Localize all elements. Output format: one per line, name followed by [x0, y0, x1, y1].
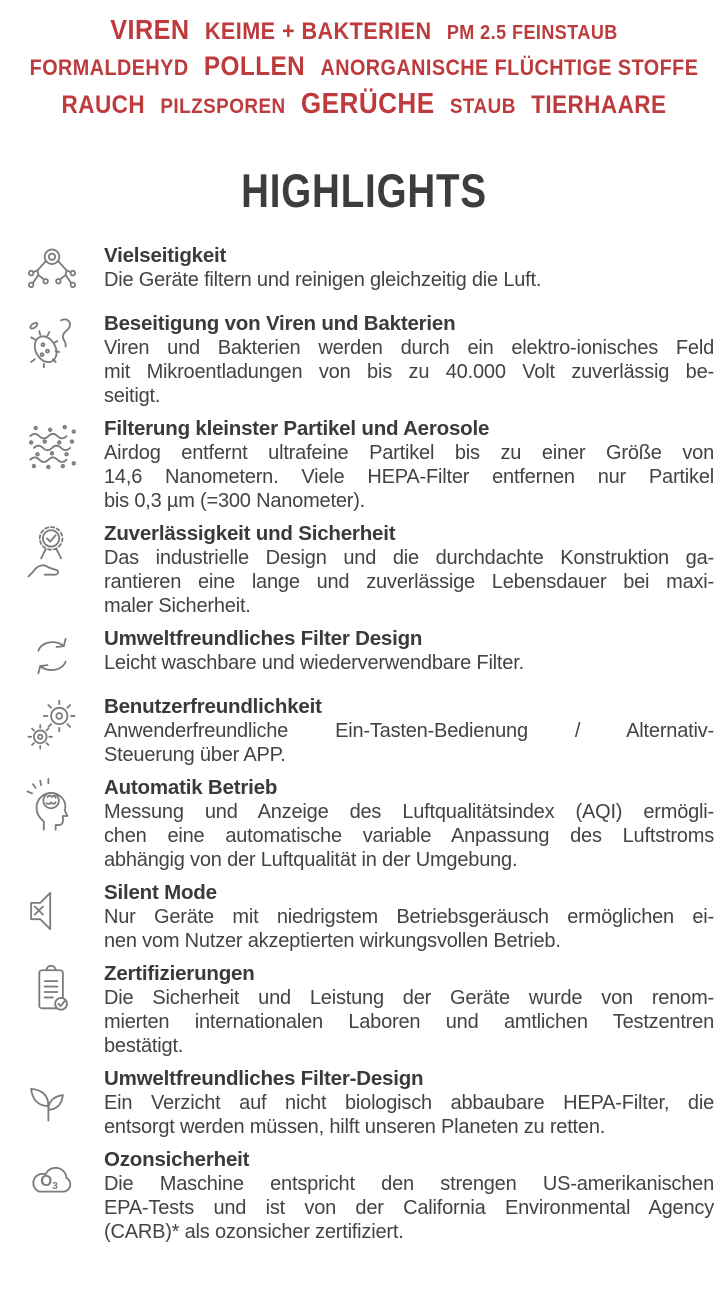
highlight-body-line: (CARB)* als ozonsicher zertifiziert. [104, 1220, 404, 1243]
pollutant-cloud-line [36, 12, 691, 49]
highlight-body-line: mierten internationalen Laboren und amtlichen Testzentren [104, 1010, 714, 1033]
highlight-icon-cell [0, 1067, 104, 1139]
highlight-body-line: Anwenderfreundliche Ein-Tasten-Bedienung / Alternativ- [104, 719, 714, 742]
pollutant-cloud [29, 0, 699, 123]
highlight-text [104, 962, 714, 1058]
award-check-icon [23, 523, 81, 581]
highlight-body-line: rantieren eine lange und zuverlässige Lebensdauer bei maxi- [104, 570, 714, 593]
gears-icon [23, 696, 81, 754]
pollutant-cloud-line [36, 85, 691, 123]
highlight-text [104, 776, 714, 872]
highlight-body-line: Steuerung über APP. [104, 743, 286, 766]
highlight-icon-cell [0, 522, 104, 618]
highlight-body [104, 905, 714, 953]
highlight-body-line: bestätigt. [104, 1034, 184, 1057]
highlight-item [0, 776, 714, 872]
highlight-body-line: Leicht waschbare und wiederverwendbare Filter. [104, 651, 524, 674]
highlight-title: Filterung kleinster Partikel und Aerosole [104, 416, 490, 440]
highlight-text [104, 522, 714, 618]
highlight-text [104, 881, 714, 953]
highlight-icon-cell [0, 776, 104, 872]
certificate-icon [23, 963, 81, 1021]
highlight-body-line: bis 0,3 µm (=300 Nanometer). [104, 489, 366, 512]
allergens-icon [23, 245, 81, 303]
highlight-body-line: Die Sicherheit und Leistung der Geräte wurde von renom- [104, 986, 714, 1009]
highlight-icon-cell [0, 244, 104, 303]
pollutant-word: GERÜCHE [300, 87, 435, 120]
pollutant-word: PILZSPOREN [160, 94, 286, 118]
highlight-body [104, 719, 714, 767]
highlight-body-line: Das industrielle Design und die durchdachte Konstruktion ga- [104, 546, 714, 569]
highlight-body-line: abhängig von der Luftqualität in der Umgebung. [104, 848, 518, 871]
recycle-icon [23, 628, 81, 686]
highlight-item [0, 244, 714, 303]
highlight-title: Beseitigung von Viren und Bakterien [104, 311, 456, 335]
highlight-item [0, 522, 714, 618]
highlight-body-line: Messung und Anzeige des Luftqualitätsindex (AQI) ermögli- [104, 800, 714, 823]
pollutant-word: TIERHAARE [531, 90, 667, 119]
highlight-text [104, 695, 714, 767]
mute-speaker-icon [23, 882, 81, 940]
highlight-body-line: mit Mikroentladungen von bis zu 40.000 Volt zuverlässig be- [104, 360, 714, 383]
highlight-title: Silent Mode [104, 880, 217, 904]
highlight-body [104, 268, 714, 292]
pollutant-word: KEIME + BAKTERIEN [204, 18, 432, 45]
pollutant-word: FORMALDEHYD [29, 54, 189, 80]
highlight-item [0, 627, 714, 686]
highlight-body-line: Viren und Bakterien werden durch ein elektro-ionisches Feld [104, 336, 714, 359]
highlight-body-line: EPA-Tests und ist von der California Environmental Agency [104, 1196, 714, 1219]
smart-brain-icon [23, 777, 81, 835]
pollutant-cloud-line [29, 49, 699, 85]
highlight-body-line: seitigt. [104, 384, 161, 407]
highlight-body [104, 336, 714, 408]
highlight-title: Zertifizierungen [104, 961, 255, 985]
bacteria-icon [23, 313, 81, 371]
highlight-body-line: Ein Verzicht auf nicht biologisch abbaubare HEPA-Filter, die [104, 1091, 714, 1114]
highlight-icon-cell [0, 962, 104, 1058]
highlight-text [104, 417, 714, 513]
highlight-body-line: 14,6 Nanometern. Viele HEPA-Filter entfernen nur Partikel [104, 465, 714, 488]
highlight-body [104, 441, 714, 513]
pollutant-word: RAUCH [61, 90, 146, 119]
pollutant-word: PM 2.5 FEINSTAUB [446, 22, 618, 44]
highlight-title: Ozonsicherheit [104, 1147, 250, 1171]
highlight-body [104, 1091, 714, 1139]
highlight-body [104, 546, 714, 618]
highlight-title: Benutzerfreundlichkeit [104, 694, 322, 718]
highlight-body-line: nen vom Nutzer akzeptierten wirkungsvollen Betrieb. [104, 929, 561, 952]
pollutant-word: ANORGANISCHE FLÜCHTIGE STOFFE [320, 54, 699, 80]
svg-text:O3: O3 [40, 1173, 58, 1192]
highlight-item [0, 417, 714, 513]
highlight-body [104, 1172, 714, 1244]
highlight-body-line: Die Geräte filtern und reinigen gleichzeitig die Luft. [104, 268, 542, 291]
highlight-item [0, 962, 714, 1058]
highlight-body [104, 651, 714, 675]
highlight-item [0, 312, 714, 408]
eco-leaf-icon [23, 1068, 81, 1126]
highlight-title: Automatik Betrieb [104, 775, 278, 799]
highlight-text [104, 1067, 714, 1139]
highlight-icon-cell [0, 417, 104, 513]
highlight-text [104, 244, 714, 303]
highlight-icon-cell [0, 881, 104, 953]
highlight-icon-cell [0, 695, 104, 767]
highlight-body [104, 800, 714, 872]
highlight-text [104, 312, 714, 408]
highlight-item [0, 1148, 714, 1244]
highlight-item [0, 1067, 714, 1139]
highlight-text [104, 1148, 714, 1244]
particles-icon [23, 418, 81, 476]
page-title: HIGHLIGHTS [241, 163, 487, 217]
pollutant-word: STAUB [449, 94, 516, 118]
highlight-body [104, 986, 714, 1058]
pollutant-word: POLLEN [203, 50, 306, 81]
highlight-body-line: entsorgt werden müssen, hilft unseren Planeten zu retten. [104, 1115, 606, 1138]
highlight-title: Umweltfreundliches Filter-Design [104, 1066, 424, 1090]
highlight-body-line: chen eine automatische variable Anpassung des Luftstroms [104, 824, 714, 847]
highlight-item [0, 695, 714, 767]
highlight-body-line: maler Sicherheit. [104, 594, 251, 617]
highlight-title: Zuverlässigkeit und Sicherheit [104, 521, 396, 545]
highlight-item [0, 881, 714, 953]
highlight-body-line: Die Maschine entspricht den strengen US-amerikanischen [104, 1172, 714, 1195]
highlight-title: Vielseitigkeit [104, 243, 227, 267]
highlight-title: Umweltfreundliches Filter Design [104, 626, 423, 650]
highlight-body-line: Nur Geräte mit niedrigstem Betriebsgeräusch ermöglichen ei- [104, 905, 714, 928]
highlight-icon-cell [0, 627, 104, 686]
highlights-list [0, 244, 728, 1244]
highlight-icon-cell [0, 1148, 104, 1244]
highlight-icon-cell [0, 312, 104, 408]
highlight-text [104, 627, 714, 686]
ozone-icon [23, 1149, 81, 1207]
highlight-body-line: Airdog entfernt ultrafeine Partikel bis zu einer Größe von [104, 441, 714, 464]
pollutant-word: VIREN [110, 14, 190, 45]
